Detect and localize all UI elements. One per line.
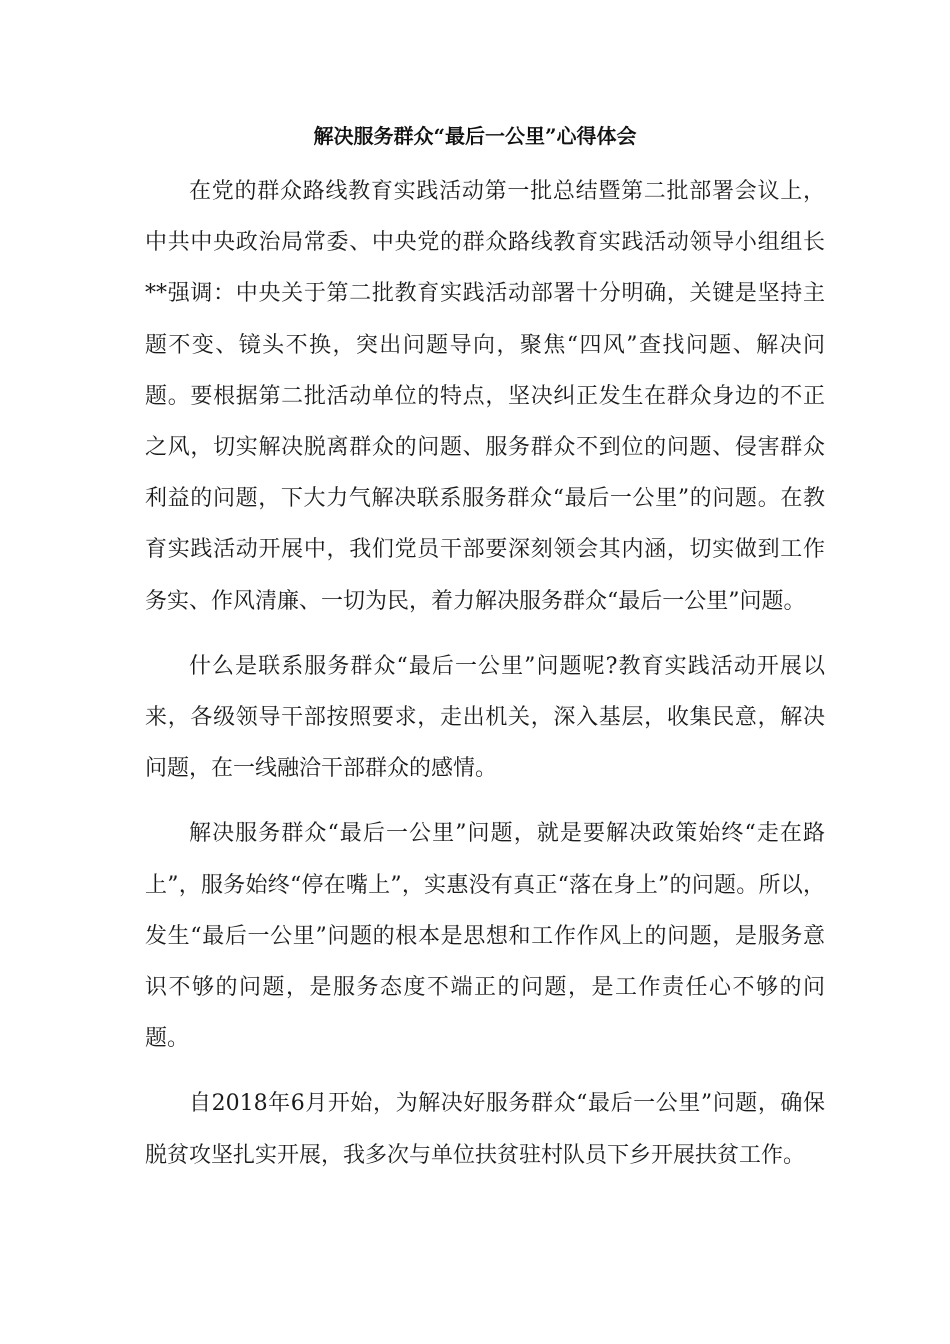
paragraph-1: 在党的群众路线教育实践活动第一批总结暨第二批部署会议上，中共中央政治局常委、中央党的群众路线教育实践活动领导小组组长**强调：中央关于第二批教育实践活动部署十分明确，关键是坚持主题不变、镜头不换，突出问题导向，聚焦“四风”查找问题、解决问题。要根据第二批活动单位的特点，坚决纠正发生在群众身边的不正之风，切实解决脱离群众的问题、服务群众不到位的问题、侵害群众利益的问题，下大力气解决联系服务群众“最后一公里”的问题。在教育实践活动开展中，我们党员干部要深刻领会其内涵，切实做到工作务实、作风清廉、一切为民，着力解决服务群众“最后一公里”问题。 (145, 179, 825, 614)
document-title: 解决服务群众“最后一公里”心得体会 (313, 124, 637, 148)
paragraph-4: 自2018年6月开始，为解决好服务群众“最后一公里”问题，确保脱贫攻坚扎实开展，我多次与单位扶贫驻村队员下乡开展扶贫工作。 (145, 1091, 825, 1168)
document-body (145, 166, 825, 1195)
paragraph-2: 什么是联系服务群众“最后一公里”问题呢?教育实践活动开展以来，各级领导干部按照要求，走出机关，深入基层，收集民意，解决问题，在一线融洽干部群众的感情。 (145, 653, 825, 782)
paragraph-3: 解决服务群众“最后一公里”问题，就是要解决政策始终“走在路上”，服务始终“停在嘴上”，实惠没有真正“落在身上”的问题。所以，发生“最后一公里”问题的根本是思想和工作作风上的问题，是服务意识不够的问题，是服务态度不端正的问题，是工作责任心不够的问题。 (145, 821, 825, 1052)
